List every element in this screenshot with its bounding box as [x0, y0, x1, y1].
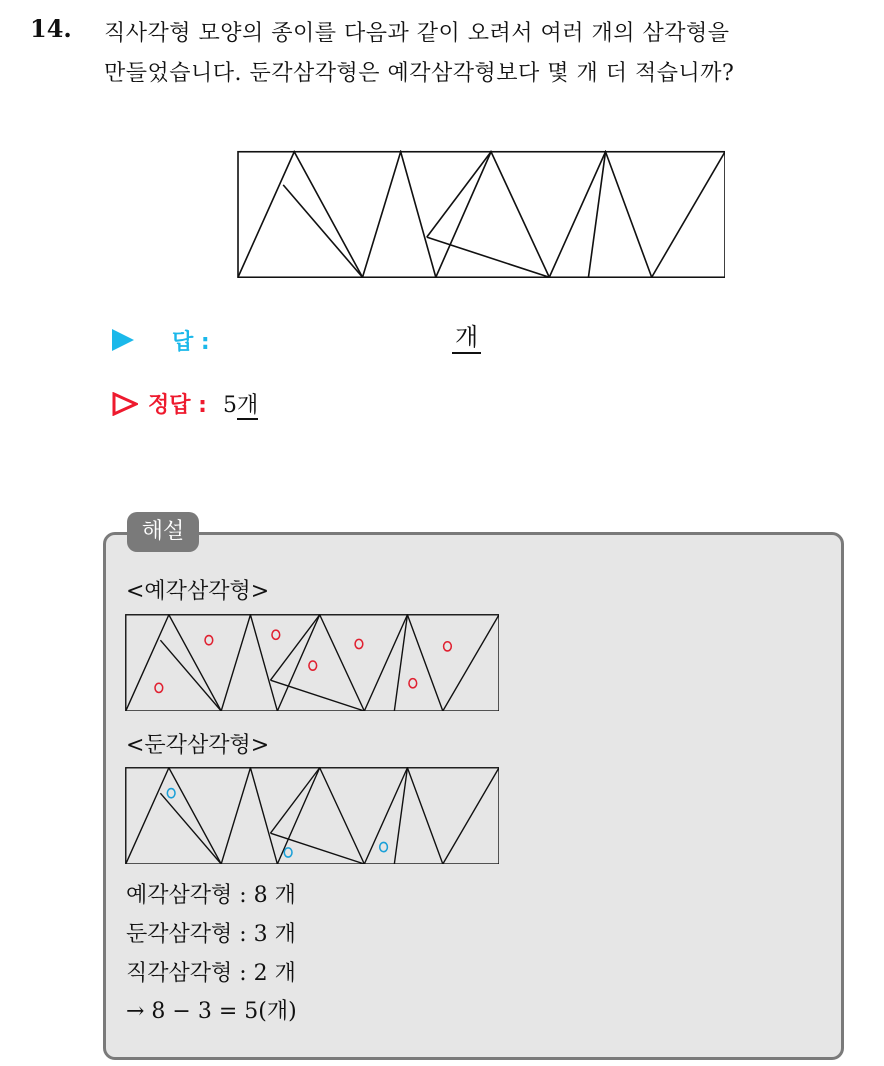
right-count-line: 직각삼각형 : 2 개: [126, 961, 296, 986]
answer-blank[interactable]: 개: [452, 322, 481, 354]
solution-tab: 해설: [127, 512, 199, 552]
acute-mark: [205, 636, 213, 645]
obtuse-title: <둔각삼각형>: [126, 733, 270, 758]
correct-answer-label: 정답 :: [148, 393, 207, 418]
answer-label: 답 :: [172, 329, 210, 355]
acute-mark: [409, 679, 417, 688]
correct-answer-row: [112, 388, 258, 419]
acute-figure: [125, 614, 499, 711]
obtuse-mark: [167, 789, 175, 798]
outline-triangle-icon: [112, 392, 138, 416]
acute-mark: [355, 639, 363, 648]
obtuse-figure: [125, 767, 499, 864]
obtuse-count-line: 둔각삼각형 : 3 개: [126, 922, 296, 947]
play-triangle-icon: [112, 329, 134, 351]
rectangle-triangle-figure: [237, 150, 725, 278]
obtuse-mark: [284, 848, 292, 857]
question-line-1: 직사각형 모양의 종이를 다음과 같이 오려서 여러 개의 삼각형을: [104, 21, 730, 46]
answer-row: [112, 322, 210, 358]
acute-mark: [444, 642, 452, 651]
acute-mark: [309, 661, 317, 670]
acute-title: <예각삼각형>: [126, 579, 270, 604]
correct-answer-value: 5개: [222, 393, 259, 418]
obtuse-mark: [380, 842, 388, 851]
question-number: 14.: [30, 14, 72, 43]
acute-count-line: 예각삼각형 : 8 개: [126, 883, 296, 908]
result-line: → 8 − 3 = 5(개): [126, 999, 297, 1024]
acute-mark: [272, 630, 280, 639]
question-line-2: 만들었습니다. 둔각삼각형은 예각삼각형보다 몇 개 더 적습니까?: [104, 61, 735, 86]
acute-mark: [155, 683, 163, 692]
question-text: [104, 14, 874, 94]
